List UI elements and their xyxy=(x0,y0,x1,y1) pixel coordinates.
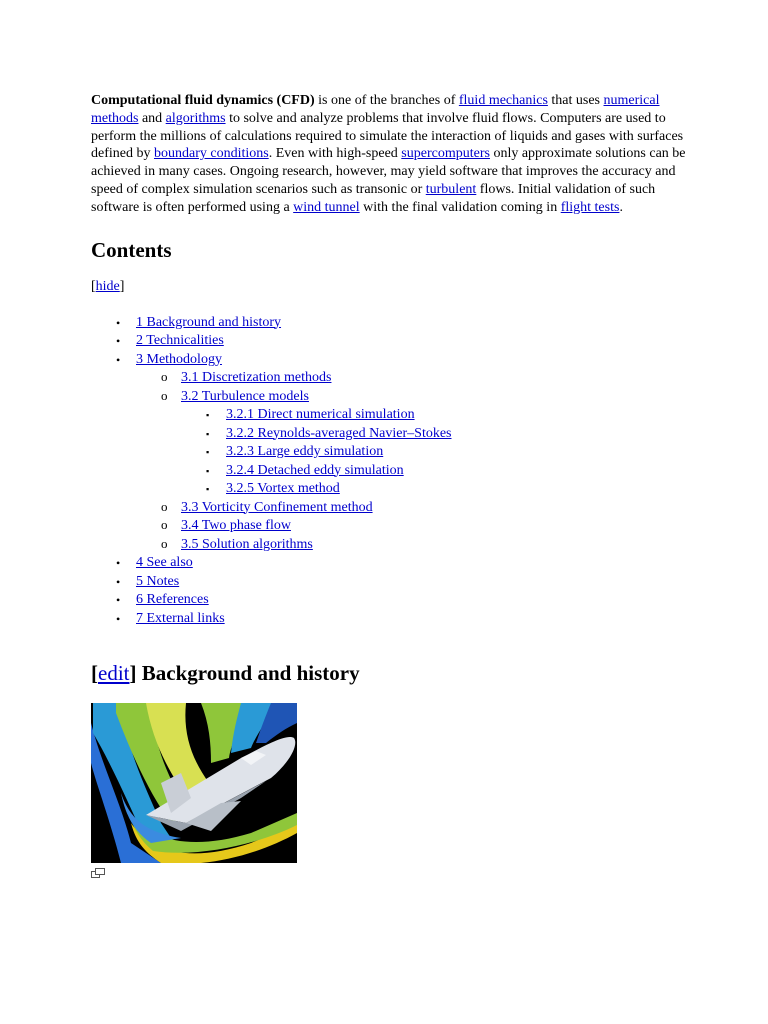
link-turbulent[interactable]: turbulent xyxy=(425,181,477,197)
link-boundary-conditions[interactable]: boundary conditions xyxy=(153,146,269,162)
bullet-marker: • xyxy=(116,352,121,367)
bullet-marker: ▪ xyxy=(206,484,210,495)
toc-link[interactable]: 5 Notes xyxy=(136,573,180,589)
bracket: [ xyxy=(91,278,96,294)
toc-item xyxy=(91,573,691,592)
intro-text: with the final validation coming in xyxy=(359,199,561,215)
bullet-marker: ▪ xyxy=(206,428,210,439)
toc-link[interactable]: 2 Technicalities xyxy=(136,333,224,349)
toc-link[interactable]: 3.4 Two phase flow xyxy=(181,518,291,534)
bullet-marker: ▪ xyxy=(206,447,210,458)
toc-item xyxy=(91,610,691,629)
toc-item xyxy=(136,499,691,518)
toc-link[interactable]: 1 Background and history xyxy=(136,314,282,330)
toc-link[interactable]: 3.2.4 Detached eddy simulation xyxy=(226,462,404,478)
intro-text: that uses xyxy=(547,93,604,108)
bullet-marker: ▪ xyxy=(206,410,210,421)
bullet-marker: • xyxy=(116,556,121,571)
toc-item xyxy=(181,425,691,444)
toc-link[interactable]: 3.3 Vorticity Confinement method xyxy=(181,499,373,515)
intro-text: to solve and analyze problems that involve fluid flows. Computers are used to perform the millions of calculations required to simulate the interaction of liquids and gases with surfaces defined by xyxy=(91,110,684,162)
toc-toggle xyxy=(91,278,691,295)
toc-item xyxy=(91,591,691,610)
hide-toc-link[interactable]: hide xyxy=(95,278,120,294)
toc-item xyxy=(91,332,691,351)
cfd-visualization xyxy=(91,703,297,863)
toc-link[interactable]: 3.2.5 Vortex method xyxy=(226,481,340,497)
section-heading xyxy=(91,660,691,686)
toc-item xyxy=(136,536,691,555)
toc-link[interactable]: 4 See also xyxy=(136,555,193,571)
bracket: ] xyxy=(129,661,137,686)
contents-title: Contents xyxy=(91,237,172,262)
link-fluid-mechanics[interactable]: fluid mechanics xyxy=(458,93,548,108)
toc-item xyxy=(181,443,691,462)
bullet-marker: o xyxy=(161,517,168,533)
toc-item xyxy=(181,462,691,481)
shuttle-cfd-image[interactable] xyxy=(91,703,297,863)
toc-link[interactable]: 3.2.1 Direct numerical simulation xyxy=(226,407,415,423)
link-wind-tunnel[interactable]: wind tunnel xyxy=(293,199,360,215)
bracket: [ xyxy=(91,661,98,686)
toc-item xyxy=(136,517,691,536)
toc-item xyxy=(181,480,691,499)
bullet-marker: o xyxy=(161,535,168,551)
bullet-marker: • xyxy=(116,315,121,330)
magnify-clip-icon[interactable] xyxy=(91,865,105,875)
article xyxy=(91,92,691,875)
toc-list xyxy=(91,314,691,629)
bullet-marker: ▪ xyxy=(206,465,210,476)
toc-item xyxy=(91,554,691,573)
toc-item xyxy=(91,351,691,555)
bracket: ] xyxy=(119,278,125,294)
toc-link[interactable]: 3.5 Solution algorithms xyxy=(181,536,313,552)
intro-text: is one of the branches of xyxy=(314,93,459,108)
toc-item xyxy=(136,369,691,388)
intro-text: and xyxy=(138,110,166,126)
toc-sublist xyxy=(181,406,691,499)
toc-link[interactable]: 3.1 Discretization methods xyxy=(181,370,332,386)
intro-text: . Even with high-speed xyxy=(268,146,402,162)
edit-section-link[interactable]: edit xyxy=(98,661,130,686)
intro-paragraph xyxy=(91,92,691,217)
link-flight-tests[interactable]: flight tests xyxy=(560,199,620,215)
toc-link[interactable]: 3.2.2 Reynolds-averaged Navier–Stokes xyxy=(226,425,452,441)
toc-link[interactable]: 3.2 Turbulence models xyxy=(181,388,309,404)
link-algorithms[interactable]: algorithms xyxy=(165,110,226,126)
intro-text: only approximate solutions can be achieved in many cases. Ongoing research, however, may yield software that improves the accuracy and speed of complex simulation scenarios such as transonic or xyxy=(91,146,686,197)
intro-text: . xyxy=(619,199,623,215)
link-numerical-methods[interactable]: numerical methods xyxy=(91,93,660,126)
toc-sublist xyxy=(136,369,691,554)
bullet-marker: • xyxy=(116,574,121,589)
section-title: Background and history xyxy=(136,661,360,686)
toc-link[interactable]: 3 Methodology xyxy=(136,351,222,367)
intro-bold-term: Computational fluid dynamics (CFD) xyxy=(91,93,315,108)
bullet-marker: • xyxy=(116,334,121,349)
toc-item xyxy=(181,406,691,425)
toc-link[interactable]: 7 External links xyxy=(136,610,225,626)
toc-link[interactable]: 6 References xyxy=(136,592,209,608)
table-of-contents xyxy=(91,314,691,629)
link-supercomputers[interactable]: supercomputers xyxy=(401,146,490,162)
bullet-marker: o xyxy=(161,369,168,385)
bullet-marker: o xyxy=(161,387,168,403)
bullet-marker: o xyxy=(161,498,168,514)
toc-item xyxy=(91,314,691,333)
intro-text: flows. Initial validation of such software is often performed using a xyxy=(91,181,656,215)
bullet-marker: • xyxy=(116,611,121,626)
toc-item xyxy=(136,388,691,499)
toc-link[interactable]: 3.2.3 Large eddy simulation xyxy=(226,444,384,460)
bullet-marker: • xyxy=(116,593,121,608)
